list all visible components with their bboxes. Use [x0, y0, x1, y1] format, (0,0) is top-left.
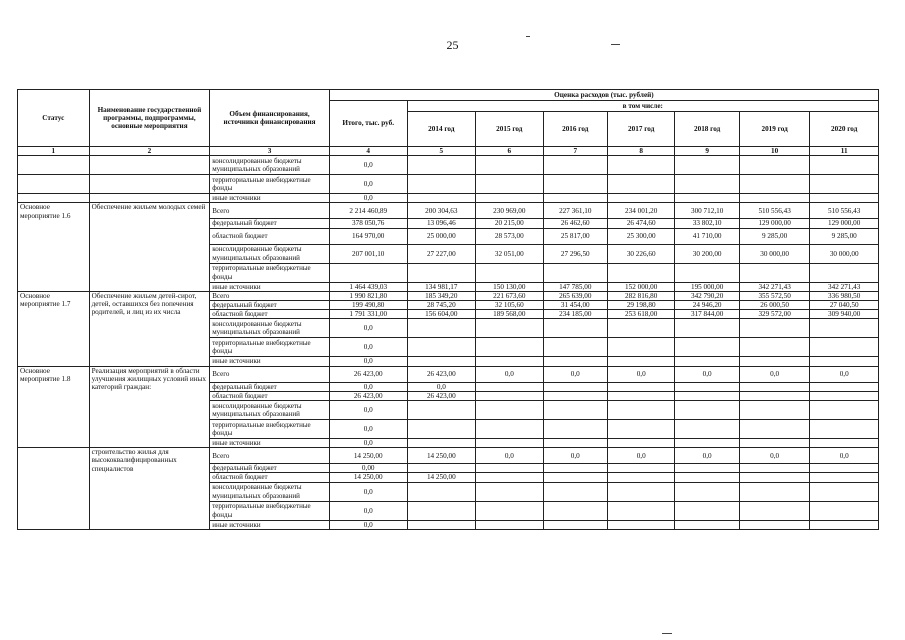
year-value-cell — [407, 263, 476, 282]
year-value-cell: 13 096,46 — [407, 219, 476, 228]
status-cell: Основное мероприятие 1.6 — [18, 203, 90, 291]
year-value-cell: 265 639,00 — [543, 291, 607, 300]
funding-source-cell: областной бюджет — [210, 310, 330, 319]
year-value-cell — [739, 338, 810, 357]
total-value-cell: 0,0 — [329, 175, 407, 194]
header-status: Статус — [18, 90, 90, 147]
year-value-cell: 0,0 — [607, 366, 674, 382]
year-value-cell — [407, 319, 476, 338]
year-value-cell: 20 215,00 — [476, 219, 543, 228]
header-column-number: 7 — [543, 147, 607, 156]
year-value-cell: 26 423,00 — [407, 366, 476, 382]
total-value-cell: 207 001,10 — [329, 244, 407, 263]
header-column-number: 1 — [18, 147, 90, 156]
year-value-cell: 156 604,00 — [407, 310, 476, 319]
year-value-cell — [543, 357, 607, 366]
year-value-cell: 234 001,20 — [607, 203, 674, 219]
total-value-cell: 1 990 821,80 — [329, 291, 407, 300]
activity-name-cell: Обеспечение жильем детей-сирот, детей, оставшихся без попечения родителей, и лиц из их числа — [89, 291, 210, 366]
scan-mark — [662, 633, 672, 634]
funding-source-cell: федеральный бюджет — [210, 382, 330, 391]
year-value-cell: 150 130,00 — [476, 282, 543, 291]
header-year: 2017 год — [607, 112, 674, 147]
year-value-cell — [607, 156, 674, 175]
total-value-cell: 0,0 — [329, 420, 407, 439]
year-value-cell: 27 296,50 — [543, 244, 607, 263]
total-value-cell: 0,0 — [329, 357, 407, 366]
year-value-cell — [543, 439, 607, 448]
total-value-cell: 0,0 — [329, 338, 407, 357]
funding-source-cell: Всего — [210, 366, 330, 382]
total-value-cell: 2 214 460,89 — [329, 203, 407, 219]
year-value-cell: 336 980,50 — [810, 291, 879, 300]
year-value-cell — [675, 338, 739, 357]
year-value-cell — [739, 501, 810, 520]
header-year: 2014 год — [407, 112, 476, 147]
funding-source-cell: Всего — [210, 448, 330, 464]
header-column-number: 4 — [329, 147, 407, 156]
year-value-cell: 510 556,43 — [739, 203, 810, 219]
year-value-cell — [810, 501, 879, 520]
year-value-cell — [543, 520, 607, 529]
year-value-cell — [476, 520, 543, 529]
year-value-cell: 0,0 — [675, 448, 739, 464]
year-value-cell — [675, 156, 739, 175]
year-value-cell: 134 981,17 — [407, 282, 476, 291]
year-value-cell: 0,0 — [407, 382, 476, 391]
year-value-cell: 253 618,00 — [607, 310, 674, 319]
status-cell: Основное мероприятие 1.7 — [18, 291, 90, 366]
year-value-cell — [675, 357, 739, 366]
table-row — [18, 175, 879, 194]
year-value-cell — [476, 401, 543, 420]
year-value-cell: 189 568,00 — [476, 310, 543, 319]
year-value-cell — [810, 357, 879, 366]
total-value-cell: 0,0 — [329, 520, 407, 529]
year-value-cell — [810, 382, 879, 391]
budget-table — [17, 89, 879, 530]
table-row — [18, 156, 879, 175]
year-value-cell — [675, 263, 739, 282]
year-value-cell: 26 474,60 — [607, 219, 674, 228]
activity-name-cell: Обеспечение жильем молодых семей — [89, 203, 210, 291]
year-value-cell — [543, 482, 607, 501]
year-value-cell: 0,0 — [810, 366, 879, 382]
year-value-cell — [476, 357, 543, 366]
funding-source-cell: иные источники — [210, 520, 330, 529]
year-value-cell — [607, 175, 674, 194]
year-value-cell — [810, 263, 879, 282]
year-value-cell: 185 349,20 — [407, 291, 476, 300]
total-value-cell: 0,0 — [329, 501, 407, 520]
year-value-cell — [407, 357, 476, 366]
year-value-cell — [810, 338, 879, 357]
scan-mark — [611, 44, 620, 45]
status-cell: Основное мероприятие 1.8 — [18, 366, 90, 448]
funding-source-cell: консолидированные бюджеты муниципальных образований — [210, 319, 330, 338]
year-value-cell — [543, 464, 607, 473]
year-value-cell: 147 785,00 — [543, 282, 607, 291]
year-value-cell — [739, 357, 810, 366]
year-value-cell — [607, 382, 674, 391]
year-value-cell — [476, 420, 543, 439]
year-value-cell: 230 969,00 — [476, 203, 543, 219]
year-value-cell: 329 572,00 — [739, 310, 810, 319]
header-column-number: 5 — [407, 147, 476, 156]
year-value-cell: 282 816,80 — [607, 291, 674, 300]
header-financing: Объем финансирования, источники финансирования — [210, 90, 330, 147]
year-value-cell: 227 361,10 — [543, 203, 607, 219]
year-value-cell — [407, 501, 476, 520]
header-year: 2016 год — [543, 112, 607, 147]
year-value-cell — [739, 464, 810, 473]
header-year: 2020 год — [810, 112, 879, 147]
funding-source-cell: иные источники — [210, 194, 330, 203]
status-cell — [18, 448, 90, 530]
year-value-cell — [543, 319, 607, 338]
year-value-cell: 25 817,00 — [543, 228, 607, 244]
year-value-cell: 28 745,20 — [407, 301, 476, 310]
header-including: в том числе: — [407, 101, 878, 112]
header-column-number: 3 — [210, 147, 330, 156]
year-value-cell: 25 300,00 — [607, 228, 674, 244]
funding-source-cell: территориальные внебюджетные фонды — [210, 263, 330, 282]
year-value-cell — [810, 464, 879, 473]
year-value-cell: 129 000,00 — [810, 219, 879, 228]
year-value-cell — [739, 473, 810, 482]
year-value-cell — [543, 473, 607, 482]
year-value-cell: 342 790,20 — [675, 291, 739, 300]
total-value-cell: 0,0 — [329, 319, 407, 338]
funding-source-cell: Всего — [210, 203, 330, 219]
activity-name-cell — [89, 175, 210, 194]
year-value-cell: 195 000,00 — [675, 282, 739, 291]
funding-source-cell: областной бюджет — [210, 391, 330, 400]
year-value-cell: 27 227,00 — [407, 244, 476, 263]
header-year: 2018 год — [675, 112, 739, 147]
year-value-cell — [810, 439, 879, 448]
year-value-cell — [675, 520, 739, 529]
year-value-cell: 29 198,80 — [607, 301, 674, 310]
table-row — [18, 366, 879, 382]
year-value-cell — [675, 439, 739, 448]
funding-source-cell: иные источники — [210, 357, 330, 366]
year-value-cell: 0,0 — [476, 366, 543, 382]
funding-source-cell: территориальные внебюджетные фонды — [210, 420, 330, 439]
status-cell — [18, 156, 90, 175]
year-value-cell — [543, 382, 607, 391]
year-value-cell — [607, 319, 674, 338]
funding-source-cell: федеральный бюджет — [210, 219, 330, 228]
year-value-cell — [407, 482, 476, 501]
header-column-number: 2 — [89, 147, 210, 156]
year-value-cell — [476, 464, 543, 473]
header-column-number: 10 — [739, 147, 810, 156]
funding-source-cell: областной бюджет — [210, 473, 330, 482]
year-value-cell — [739, 263, 810, 282]
year-value-cell — [810, 520, 879, 529]
year-value-cell — [675, 420, 739, 439]
year-value-cell — [607, 420, 674, 439]
year-value-cell — [476, 156, 543, 175]
year-value-cell: 342 271,43 — [810, 282, 879, 291]
year-value-cell — [476, 319, 543, 338]
total-value-cell: 14 250,00 — [329, 448, 407, 464]
year-value-cell — [739, 175, 810, 194]
activity-name-cell: Реализация мероприятий в области улучшения жилищных условий иных категорий граждан: — [89, 366, 210, 448]
year-value-cell: 355 572,50 — [739, 291, 810, 300]
year-value-cell — [607, 482, 674, 501]
year-value-cell: 25 000,00 — [407, 228, 476, 244]
header-year: 2015 год — [476, 112, 543, 147]
table-row — [18, 203, 879, 219]
funding-source-cell: консолидированные бюджеты муниципальных образований — [210, 244, 330, 263]
year-value-cell — [739, 401, 810, 420]
year-value-cell: 0,0 — [675, 366, 739, 382]
scan-mark — [526, 36, 530, 37]
total-value-cell: 0,0 — [329, 439, 407, 448]
year-value-cell: 26 462,60 — [543, 219, 607, 228]
header-name: Наименование государственной программы, подпрограммы, основные мероприятия — [89, 90, 210, 147]
year-value-cell — [607, 401, 674, 420]
funding-source-cell: федеральный бюджет — [210, 464, 330, 473]
year-value-cell — [607, 391, 674, 400]
year-value-cell — [407, 194, 476, 203]
year-value-cell — [607, 338, 674, 357]
year-value-cell — [543, 338, 607, 357]
year-value-cell: 14 250,00 — [407, 473, 476, 482]
total-value-cell: 0,00 — [329, 464, 407, 473]
total-value-cell: 26 423,00 — [329, 366, 407, 382]
year-value-cell — [607, 263, 674, 282]
year-value-cell — [476, 473, 543, 482]
year-value-cell — [407, 439, 476, 448]
year-value-cell — [810, 156, 879, 175]
header-column-number: 9 — [675, 147, 739, 156]
year-value-cell — [739, 420, 810, 439]
funding-source-cell: областной бюджет — [210, 228, 330, 244]
year-value-cell — [543, 420, 607, 439]
funding-source-cell: консолидированные бюджеты муниципальных образований — [210, 482, 330, 501]
year-value-cell: 309 940,00 — [810, 310, 879, 319]
year-value-cell — [675, 391, 739, 400]
year-value-cell — [476, 175, 543, 194]
funding-source-cell: Всего — [210, 291, 330, 300]
year-value-cell: 0,0 — [810, 448, 879, 464]
year-value-cell: 33 802,10 — [675, 219, 739, 228]
year-value-cell: 342 271,43 — [739, 282, 810, 291]
year-value-cell — [407, 338, 476, 357]
year-value-cell: 0,0 — [739, 448, 810, 464]
year-value-cell — [810, 194, 879, 203]
year-value-cell — [407, 420, 476, 439]
year-value-cell: 129 000,00 — [739, 219, 810, 228]
year-value-cell — [543, 401, 607, 420]
year-value-cell — [675, 464, 739, 473]
year-value-cell — [607, 473, 674, 482]
year-value-cell — [739, 382, 810, 391]
year-value-cell: 41 710,00 — [675, 228, 739, 244]
funding-source-cell: территориальные внебюджетные фонды — [210, 175, 330, 194]
year-value-cell — [407, 464, 476, 473]
year-value-cell — [739, 520, 810, 529]
funding-source-cell: территориальные внебюджетные фонды — [210, 338, 330, 357]
year-value-cell — [543, 156, 607, 175]
total-value-cell: 378 050,76 — [329, 219, 407, 228]
year-value-cell: 28 573,00 — [476, 228, 543, 244]
year-value-cell: 30 000,00 — [810, 244, 879, 263]
year-value-cell — [675, 175, 739, 194]
year-value-cell: 152 000,00 — [607, 282, 674, 291]
year-value-cell — [675, 382, 739, 391]
year-value-cell: 0,0 — [543, 366, 607, 382]
year-value-cell — [675, 319, 739, 338]
header-column-number: 11 — [810, 147, 879, 156]
activity-name-cell: строительство жилья для высококвалифицированных специалистов — [89, 448, 210, 530]
year-value-cell — [543, 175, 607, 194]
total-value-cell: 0,0 — [329, 156, 407, 175]
year-value-cell — [543, 194, 607, 203]
year-value-cell: 9 285,00 — [739, 228, 810, 244]
year-value-cell — [810, 482, 879, 501]
year-value-cell: 221 673,60 — [476, 291, 543, 300]
year-value-cell — [810, 391, 879, 400]
status-cell — [18, 194, 90, 203]
year-value-cell — [476, 338, 543, 357]
year-value-cell — [810, 401, 879, 420]
year-value-cell: 32 105,60 — [476, 301, 543, 310]
year-value-cell — [543, 263, 607, 282]
year-value-cell: 30 000,00 — [739, 244, 810, 263]
year-value-cell — [810, 175, 879, 194]
total-value-cell: 164 970,00 — [329, 228, 407, 244]
year-value-cell — [810, 319, 879, 338]
year-value-cell — [607, 194, 674, 203]
year-value-cell — [407, 401, 476, 420]
year-value-cell: 24 946,20 — [675, 301, 739, 310]
year-value-cell — [675, 401, 739, 420]
year-value-cell: 31 454,00 — [543, 301, 607, 310]
year-value-cell — [739, 391, 810, 400]
year-value-cell — [675, 482, 739, 501]
header-estimate: Оценка расходов (тыс. рублей) — [329, 90, 878, 101]
year-value-cell: 26 423,00 — [407, 391, 476, 400]
year-value-cell: 317 844,00 — [675, 310, 739, 319]
total-value-cell: 0,0 — [329, 401, 407, 420]
year-value-cell: 30 226,60 — [607, 244, 674, 263]
year-value-cell — [607, 357, 674, 366]
year-value-cell: 30 200,00 — [675, 244, 739, 263]
year-value-cell — [476, 391, 543, 400]
year-value-cell — [607, 439, 674, 448]
year-value-cell — [675, 501, 739, 520]
year-value-cell: 14 250,00 — [407, 448, 476, 464]
total-value-cell: 0,0 — [329, 194, 407, 203]
header-column-number: 8 — [607, 147, 674, 156]
total-value-cell: 199 490,80 — [329, 301, 407, 310]
year-value-cell: 26 000,50 — [739, 301, 810, 310]
funding-source-cell: иные источники — [210, 282, 330, 291]
year-value-cell — [607, 501, 674, 520]
funding-source-cell: федеральный бюджет — [210, 301, 330, 310]
year-value-cell — [543, 501, 607, 520]
year-value-cell — [476, 501, 543, 520]
year-value-cell — [739, 439, 810, 448]
year-value-cell: 0,0 — [476, 448, 543, 464]
year-value-cell — [476, 482, 543, 501]
year-value-cell — [607, 464, 674, 473]
table-row — [18, 291, 879, 300]
year-value-cell — [476, 194, 543, 203]
funding-source-cell: консолидированные бюджеты муниципальных образований — [210, 156, 330, 175]
year-value-cell: 234 185,00 — [543, 310, 607, 319]
year-value-cell — [739, 156, 810, 175]
total-value-cell — [329, 263, 407, 282]
year-value-cell — [739, 194, 810, 203]
year-value-cell: 200 304,63 — [407, 203, 476, 219]
total-value-cell: 0,0 — [329, 382, 407, 391]
activity-name-cell — [89, 194, 210, 203]
header-year: 2019 год — [739, 112, 810, 147]
header-total: Итого, тыс. руб. — [329, 101, 407, 147]
year-value-cell — [407, 156, 476, 175]
year-value-cell — [810, 420, 879, 439]
total-value-cell: 0,0 — [329, 482, 407, 501]
year-value-cell: 0,0 — [739, 366, 810, 382]
table-row — [18, 448, 879, 464]
page-number: 25 — [446, 38, 459, 52]
status-cell — [18, 175, 90, 194]
funding-source-cell: консолидированные бюджеты муниципальных образований — [210, 401, 330, 420]
year-value-cell — [607, 520, 674, 529]
header-column-number: 6 — [476, 147, 543, 156]
total-value-cell: 14 250,00 — [329, 473, 407, 482]
year-value-cell — [476, 439, 543, 448]
year-value-cell — [407, 520, 476, 529]
year-value-cell: 32 051,00 — [476, 244, 543, 263]
year-value-cell — [739, 482, 810, 501]
year-value-cell: 9 285,00 — [810, 228, 879, 244]
year-value-cell — [476, 263, 543, 282]
year-value-cell: 510 556,43 — [810, 203, 879, 219]
table-row — [18, 194, 879, 203]
year-value-cell: 0,0 — [543, 448, 607, 464]
funding-source-cell: иные источники — [210, 439, 330, 448]
year-value-cell: 27 040,50 — [810, 301, 879, 310]
year-value-cell — [543, 391, 607, 400]
total-value-cell: 26 423,00 — [329, 391, 407, 400]
total-value-cell: 1 464 439,03 — [329, 282, 407, 291]
year-value-cell: 0,0 — [607, 448, 674, 464]
year-value-cell — [675, 473, 739, 482]
year-value-cell — [476, 382, 543, 391]
funding-source-cell: территориальные внебюджетные фонды — [210, 501, 330, 520]
year-value-cell — [675, 194, 739, 203]
year-value-cell — [739, 319, 810, 338]
activity-name-cell — [89, 156, 210, 175]
year-value-cell — [407, 175, 476, 194]
year-value-cell — [810, 473, 879, 482]
total-value-cell: 1 791 331,00 — [329, 310, 407, 319]
year-value-cell: 300 712,10 — [675, 203, 739, 219]
